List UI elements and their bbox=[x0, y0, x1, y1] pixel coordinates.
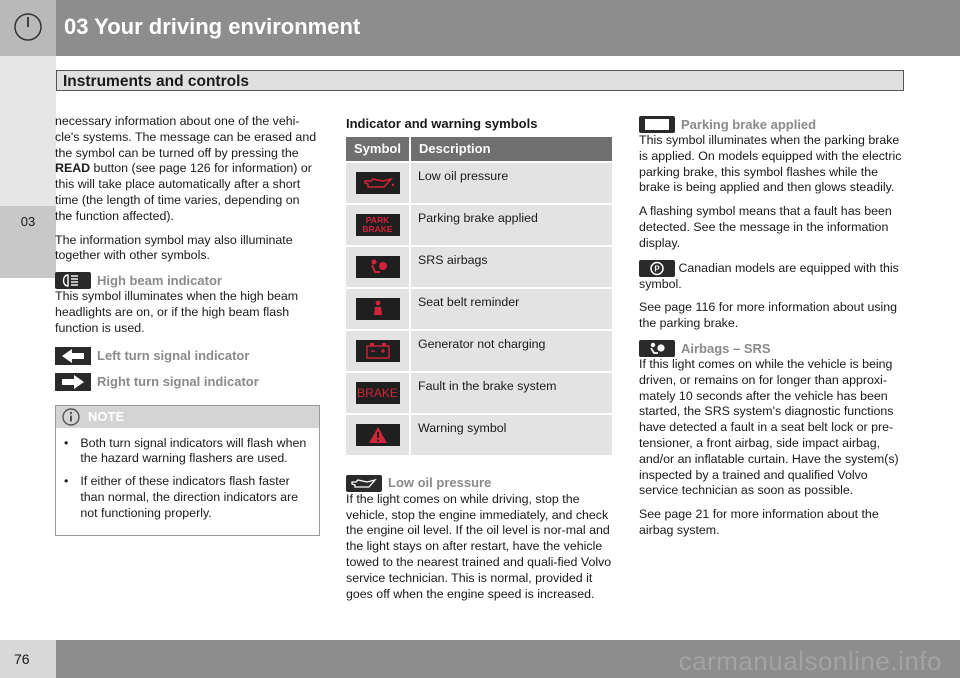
table-row bbox=[346, 289, 612, 329]
heading-text: High beam indicator bbox=[97, 272, 222, 288]
description-cell: Low oil pressure bbox=[411, 163, 612, 203]
symbol-cell bbox=[346, 163, 411, 203]
heading-text: Left turn signal indicator bbox=[97, 347, 250, 363]
right-arrow-icon bbox=[55, 373, 91, 391]
symbol-cell bbox=[346, 205, 411, 245]
high-beam-text: This symbol illuminates when the high beam headlights are on, or if the high beam flash function is used. bbox=[55, 289, 299, 335]
high-beam-heading bbox=[55, 272, 320, 289]
symbol-cell bbox=[346, 331, 411, 371]
read-keyword: READ bbox=[55, 161, 91, 176]
heading-text: Airbags – SRS bbox=[681, 340, 771, 356]
paragraph-info-2: The information symbol may also illuminate together with other symbols. bbox=[55, 232, 293, 263]
description-cell: SRS airbags bbox=[411, 247, 612, 287]
description-cell: Parking brake applied bbox=[411, 205, 612, 245]
heading-text: Parking brake applied bbox=[681, 116, 817, 132]
oil-heading bbox=[346, 475, 612, 492]
brake-icon-text: BRAKE bbox=[357, 385, 398, 400]
airbag-icon bbox=[639, 340, 675, 357]
symbol-cell bbox=[346, 289, 411, 329]
note-box bbox=[55, 405, 320, 536]
brake-icon bbox=[356, 382, 400, 404]
heading-text: Low oil pressure bbox=[388, 475, 492, 491]
svg-text:P: P bbox=[654, 264, 660, 274]
table-row bbox=[346, 415, 612, 455]
text: necessary information about one of the vehi-cle's systems. The message can be erased and the symbol can be turned off by pressing the bbox=[55, 114, 317, 160]
right-turn-heading bbox=[55, 373, 320, 391]
page-number-box bbox=[0, 640, 56, 678]
symbol-cell bbox=[346, 373, 411, 413]
description-cell: Fault in the brake system bbox=[411, 373, 612, 413]
table-row bbox=[346, 331, 612, 371]
park-text-1: This symbol illuminates when the parking brake is applied. On models equipped with the electric parking brake, this symbol flashes while the brake is being applied and then glows steadily. bbox=[639, 133, 902, 195]
side-margin bbox=[0, 56, 56, 206]
chapter-tab-label: 03 bbox=[20, 214, 36, 229]
battery-icon bbox=[356, 340, 400, 362]
info-icon bbox=[62, 408, 80, 426]
description-cell: Seat belt reminder bbox=[411, 289, 612, 329]
chapter-header bbox=[0, 0, 960, 56]
chapter-title: 03 Your driving environment bbox=[64, 14, 361, 39]
airbag-icon bbox=[356, 256, 400, 278]
note-header bbox=[56, 406, 319, 428]
note-body bbox=[56, 428, 319, 535]
note-item bbox=[64, 474, 311, 521]
symbol-cell bbox=[346, 415, 411, 455]
section-title: Instruments and controls bbox=[56, 70, 904, 91]
park-text-3 bbox=[639, 260, 907, 293]
srs-heading bbox=[639, 340, 907, 357]
left-arrow-icon bbox=[55, 347, 91, 365]
text: button (see page 126 for information) or this will take place automatically after a short time (the length of time varies, depending on the function affected). bbox=[55, 161, 312, 223]
srs-text-1: If this light comes on while the vehicle is being driven, or remains on for longer than approxi-mately 10 seconds after the vehicle has been started, the SRS system's diagnostic functions have detected a fault in a seat belt lock or pre-tensioner, a front airbag, side impact airbag, and/or an inflatable curtain. Have the system(s) inspected by a trained and qualified Volvo service technician as soon as possible. bbox=[639, 356, 899, 498]
page-footer bbox=[0, 640, 960, 678]
table-title: Indicator and warning symbols bbox=[346, 116, 538, 131]
high-beam-icon bbox=[55, 272, 91, 289]
note-item-text: If either of these indicators flash faster than normal, the direction indicators are not functioning properly. bbox=[80, 474, 298, 520]
description-cell: Warning symbol bbox=[411, 415, 612, 455]
oil-can-icon bbox=[356, 172, 400, 194]
park-heading bbox=[639, 116, 907, 133]
park-text-4: See page 116 for more information about using the parking brake. bbox=[639, 300, 898, 331]
table-row bbox=[346, 205, 612, 245]
note-label: NOTE bbox=[88, 408, 125, 424]
page-number: 76 bbox=[14, 651, 30, 667]
symbol-cell bbox=[346, 247, 411, 287]
note-item-text: Both turn signal indicators will flash when the hazard warning flashers are used. bbox=[80, 435, 307, 466]
oil-can-icon bbox=[346, 475, 382, 492]
park-text-3-body: Canadian models are equipped with this symbol. bbox=[639, 260, 899, 291]
watermark: carmanualsonline.info bbox=[678, 646, 942, 676]
column-left bbox=[55, 114, 320, 536]
srs-text-2: See page 21 for more information about the airbag system. bbox=[639, 507, 879, 537]
table-row bbox=[346, 247, 612, 287]
park-brake-icon bbox=[356, 214, 400, 236]
table-row bbox=[346, 163, 612, 203]
heading-text: Right turn signal indicator bbox=[97, 373, 259, 389]
warning-triangle-icon bbox=[356, 424, 400, 446]
bullet-mark: • bbox=[64, 474, 69, 489]
header-description: Description bbox=[411, 137, 612, 161]
table-header-row bbox=[346, 137, 612, 161]
park-brake-icon bbox=[639, 116, 675, 133]
column-right bbox=[639, 116, 907, 547]
column-middle bbox=[346, 116, 612, 610]
oil-text: If the light comes on while driving, stop the vehicle, stop the engine immediately, and check the engine oil level. If the oil level is nor-mal and the light stays on after restart, have the vehicle towed to the nearest trained and quali-fied Volvo service technician. This is normal, provided it goes off when the engine speed is increased. bbox=[346, 491, 612, 601]
table-row bbox=[346, 373, 612, 413]
gauge-icon bbox=[0, 0, 56, 56]
left-turn-heading bbox=[55, 347, 320, 365]
canadian-park-icon bbox=[639, 260, 675, 277]
note-item bbox=[64, 436, 311, 468]
chapter-tab bbox=[0, 206, 56, 278]
paragraph-info bbox=[55, 114, 320, 225]
bullet-mark: • bbox=[64, 435, 69, 450]
park-text-2: A flashing symbol means that a fault has been detected. See the message in the information display. bbox=[639, 204, 892, 250]
header-symbol: Symbol bbox=[346, 137, 411, 161]
description-cell: Generator not charging bbox=[411, 331, 612, 371]
symbols-table bbox=[346, 135, 612, 457]
park-brake-icon-text: PARK BRAKE bbox=[362, 214, 393, 234]
seatbelt-icon bbox=[356, 298, 400, 320]
